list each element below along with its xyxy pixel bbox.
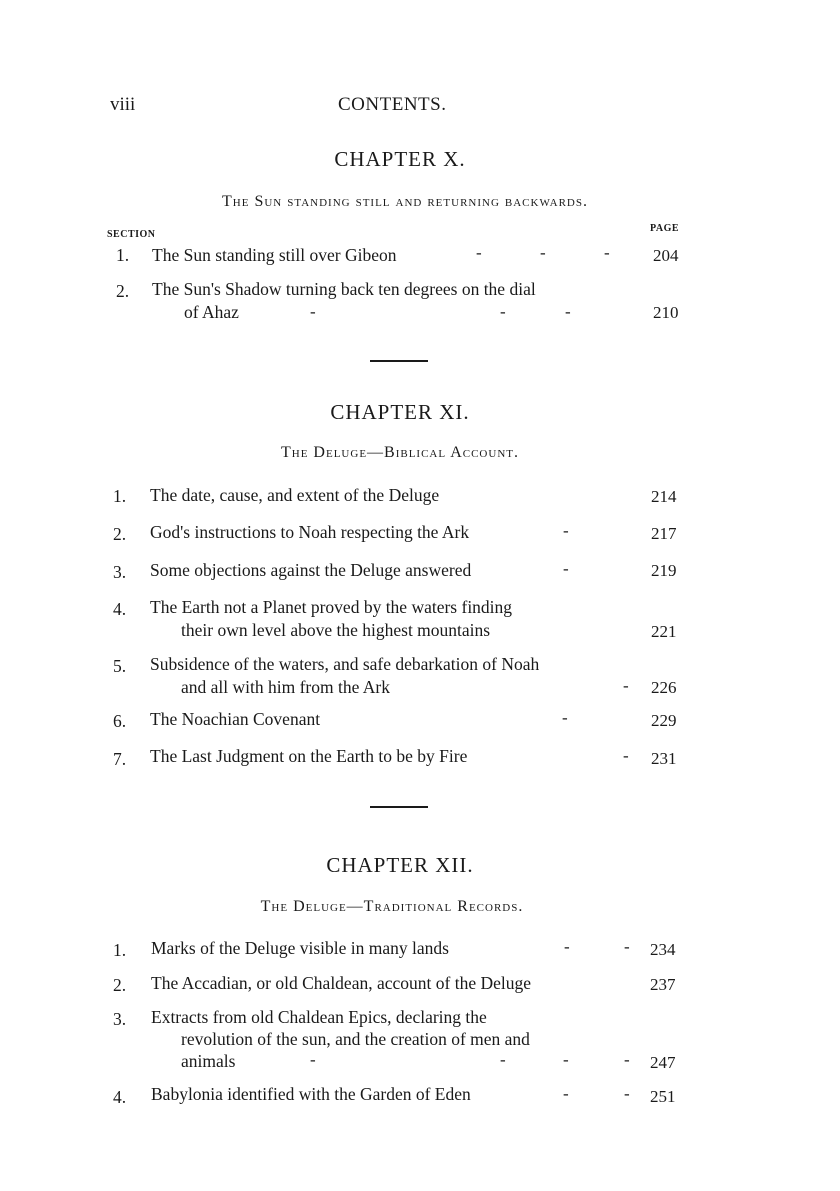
entry-title-cont: their own level above the highest mountains xyxy=(181,620,491,640)
page-label: PAGE xyxy=(650,223,680,234)
divider-rule xyxy=(370,806,428,808)
entry-number: 6. xyxy=(113,711,127,731)
entry-title: The Accadian, or old Chaldean, account of the Deluge xyxy=(151,973,531,993)
running-title: CONTENTS. xyxy=(338,94,447,115)
leader-dash: - xyxy=(624,937,630,956)
leader-dash: - xyxy=(500,1050,506,1069)
chapter-10-subtitle: The Sun standing still and returning backwards. xyxy=(222,193,588,210)
leader-dash: - xyxy=(564,937,570,956)
page-numeral: viii xyxy=(110,94,136,115)
entry-number: 3. xyxy=(113,1009,127,1029)
entry-number: 1. xyxy=(113,486,127,506)
entry-title: Marks of the Deluge visible in many lands xyxy=(151,938,449,958)
entry-page: 221 xyxy=(651,622,677,641)
divider-rule xyxy=(370,360,428,362)
chapter-12-title: CHAPTER XII. xyxy=(326,853,474,877)
section-label: SECTION xyxy=(107,229,156,240)
entry-number: 3. xyxy=(113,562,127,582)
entry-title: The Sun standing still over Gibeon xyxy=(152,245,397,265)
entry-title: Babylonia identified with the Garden of Eden xyxy=(151,1084,471,1104)
entry-page: 229 xyxy=(651,711,677,730)
leader-dash: - xyxy=(563,1084,569,1103)
leader-dash: - xyxy=(476,243,482,262)
entry-title-cont: and all with him from the Ark xyxy=(181,677,390,697)
chapter-10-title: CHAPTER X. xyxy=(334,147,466,171)
entry-title: The date, cause, and extent of the Deluge xyxy=(150,485,440,505)
entry-page: 204 xyxy=(653,246,679,265)
entry-page: 237 xyxy=(650,975,676,994)
entry-page: 231 xyxy=(651,749,677,768)
entry-number: 2. xyxy=(113,524,127,544)
entry-page: 251 xyxy=(650,1087,676,1106)
leader-dash: - xyxy=(604,243,610,262)
entry-title: The Noachian Covenant xyxy=(150,709,321,729)
leader-dash: - xyxy=(500,302,506,321)
entry-page: 217 xyxy=(651,524,677,543)
entry-number: 7. xyxy=(113,749,127,769)
leader-dash: - xyxy=(623,746,629,765)
chapter-11-subtitle: The Deluge—Biblical Account. xyxy=(281,444,519,461)
entry-number: 4. xyxy=(113,599,127,619)
entry-number: 1. xyxy=(116,245,130,265)
entry-title: Extracts from old Chaldean Epics, declaring the xyxy=(151,1007,487,1027)
leader-dash: - xyxy=(563,1050,569,1069)
entry-number: 2. xyxy=(116,281,130,301)
entry-number: 4. xyxy=(113,1087,127,1107)
entry-page: 219 xyxy=(651,561,677,580)
entry-title: Some objections against the Deluge answered xyxy=(150,560,472,580)
entry-page: 234 xyxy=(650,940,676,959)
leader-dash: - xyxy=(623,676,629,695)
entry-page: 226 xyxy=(651,678,677,697)
entry-title: Subsidence of the waters, and safe debarkation of Noah xyxy=(150,654,540,674)
leader-dash: - xyxy=(565,302,571,321)
leader-dash: - xyxy=(563,559,569,578)
entry-title: God's instructions to Noah respecting the Ark xyxy=(150,522,470,542)
entry-title-cont: revolution of the sun, and the creation of men and xyxy=(181,1029,530,1049)
entry-number: 5. xyxy=(113,656,127,676)
entry-title-cont: of Ahaz xyxy=(184,302,239,322)
entry-number: 1. xyxy=(113,940,127,960)
leader-dash: - xyxy=(540,243,546,262)
leader-dash: - xyxy=(310,1050,316,1069)
leader-dash: - xyxy=(562,708,568,727)
entry-number: 2. xyxy=(113,975,127,995)
leader-dash: - xyxy=(563,521,569,540)
entry-page: 247 xyxy=(650,1053,676,1072)
chapter-11-title: CHAPTER XI. xyxy=(330,400,470,424)
entry-title: The Sun's Shadow turning back ten degrees on the dial xyxy=(152,279,536,299)
entry-page: 210 xyxy=(653,303,679,322)
leader-dash: - xyxy=(310,302,316,321)
entry-title-cont: animals xyxy=(181,1051,236,1071)
entry-title: The Last Judgment on the Earth to be by Fire xyxy=(150,746,468,766)
leader-dash: - xyxy=(624,1050,630,1069)
entry-title: The Earth not a Planet proved by the waters finding xyxy=(150,597,513,617)
chapter-12-subtitle: The Deluge—Traditional Records. xyxy=(260,898,524,915)
entry-page: 214 xyxy=(651,487,677,506)
leader-dash: - xyxy=(624,1084,630,1103)
